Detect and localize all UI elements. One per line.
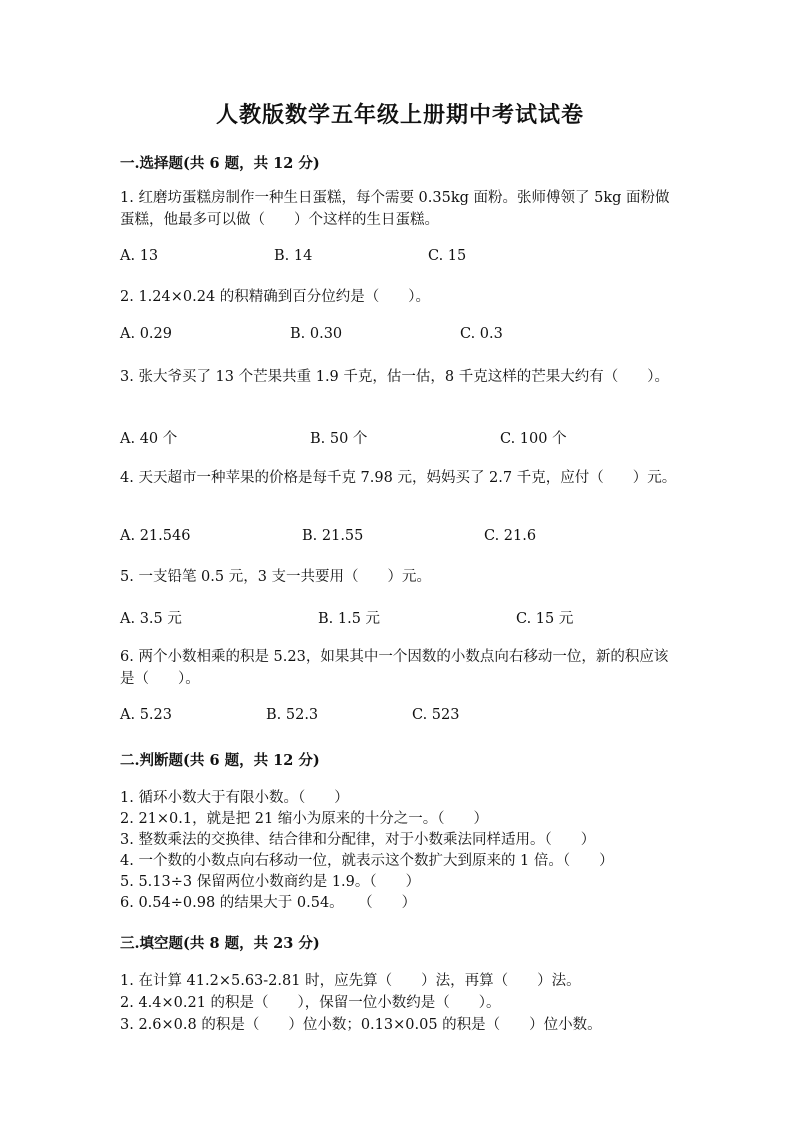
section-heading-true-false: 二.判断题(共 6 题，共 12 分) — [120, 752, 320, 769]
option-a: A. 13 — [120, 248, 159, 264]
option-c: C. 0.3 — [460, 326, 503, 342]
option-c: C. 21.6 — [484, 528, 537, 544]
option-a: A. 0.29 — [120, 326, 172, 342]
question-text: 2. 1.24×0.24 的积精确到百分位约是（ ）。 — [120, 289, 431, 305]
fill-in-item: 1. 在计算 41.2×5.63-2.81 时，应先算（ ）法，再算（ ）法。 — [120, 973, 581, 989]
page-title: 人教版数学五年级上册期中考试试卷 — [215, 102, 584, 128]
question-text: 3. 张大爷买了 13 个芒果共重 1.9 千克，估一估，8 千克这样的芒果大约有（ ）。 — [120, 369, 669, 385]
answer-options — [120, 528, 680, 550]
answer-options — [120, 707, 680, 729]
option-a: A. 40 个 — [120, 431, 178, 447]
true-false-item: 6. 0.54÷0.98 的结果大于 0.54。 （ ） — [120, 895, 417, 911]
answer-options — [120, 326, 680, 348]
option-a: A. 3.5 元 — [120, 611, 182, 627]
fill-in-item: 3. 2.6×0.8 的积是（ ）位小数；0.13×0.05 的积是（ ）位小数。 — [120, 1017, 602, 1033]
option-c: C. 15 元 — [516, 611, 574, 627]
option-b: B. 0.30 — [290, 326, 343, 342]
answer-options — [120, 427, 680, 449]
true-false-item: 3. 整数乘法的交换律、结合律和分配律，对于小数乘法同样适用。（ ） — [120, 832, 596, 848]
option-b: B. 50 个 — [310, 431, 368, 447]
question-text: 6. 两个小数相乘的积是 5.23，如果其中一个因数的小数点向右移动一位，新的积应该是（ ）。 — [120, 649, 669, 687]
true-false-item: 4. 一个数的小数点向右移动一位，就表示这个数扩大到原来的 1 倍。（ ） — [120, 853, 614, 869]
option-a: A. 5.23 — [120, 707, 172, 723]
true-false-item: 1. 循环小数大于有限小数。（ ） — [120, 790, 349, 806]
answer-options — [120, 607, 680, 629]
true-false-item: 5. 5.13÷3 保留两位小数商约是 1.9。（ ） — [120, 874, 421, 890]
option-c: C. 100 个 — [500, 431, 567, 447]
section-heading-fill-in: 三.填空题(共 8 题，共 23 分) — [120, 935, 320, 952]
section-heading-multiple-choice: 一.选择题(共 6 题，共 12 分) — [120, 155, 320, 172]
question-text: 5. 一支铅笔 0.5 元，3 支一共要用（ ）元。 — [120, 569, 432, 585]
option-a: A. 21.546 — [120, 528, 191, 544]
option-c: C. 15 — [428, 248, 467, 264]
question-text: 1. 红磨坊蛋糕房制作一种生日蛋糕，每个需要 0.35kg 面粉。张师傅领了 5kg 面粉做蛋糕，他最多可以做（ ）个这样的生日蛋糕。 — [120, 190, 670, 228]
fill-in-item: 2. 4.4×0.21 的积是（ ），保留一位小数约是（ ）。 — [120, 995, 501, 1011]
option-b: B. 52.3 — [266, 707, 319, 723]
question-text: 4. 天天超市一种苹果的价格是每千克 7.98 元，妈妈买了 2.7 千克，应付（ ）元。 — [120, 470, 677, 486]
answer-options — [120, 248, 680, 270]
option-b: B. 14 — [274, 248, 313, 264]
option-b: B. 21.55 — [302, 528, 364, 544]
option-c: C. 523 — [412, 707, 460, 723]
true-false-item: 2. 21×0.1，就是把 21 缩小为原来的十分之一。（ ） — [120, 811, 489, 827]
option-b: B. 1.5 元 — [318, 611, 381, 627]
